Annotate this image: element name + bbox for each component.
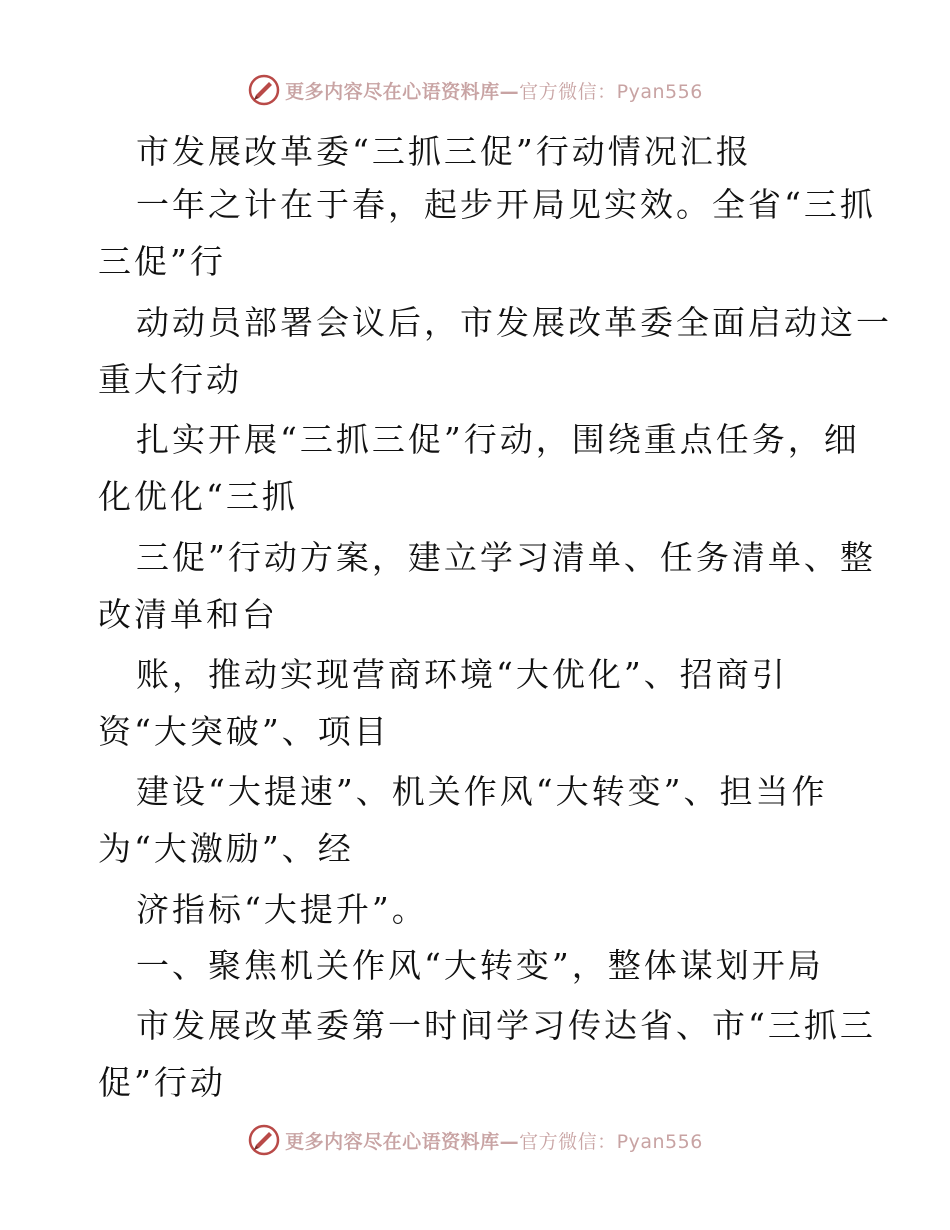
- paragraph-line: 三促”行动方案，建立学习清单、任务清单、整: [136, 538, 876, 577]
- watermark-site-text: 更多内容尽在心语资料库: [285, 80, 500, 103]
- paragraph-line: 扎实开展“三抓三促”行动，围绕重点任务，细: [136, 420, 860, 459]
- watermark-dash: —: [499, 1130, 520, 1153]
- watermark-banner-bottom: [0, 1120, 950, 1160]
- watermark-banner-top: [0, 70, 950, 110]
- paragraph-line: 账，推动实现营商环境“大优化”、招商引: [136, 655, 788, 694]
- pen-logo-icon: [247, 1123, 281, 1157]
- paragraph-line: 为“大激励”、经: [98, 829, 354, 868]
- paragraph-line: 改清单和台: [98, 595, 278, 634]
- paragraph-line: 建设“大提速”、机关作风“大转变”、担当作: [136, 772, 828, 811]
- watermark-wechat-text: 官方微信：Pyan556: [519, 1130, 703, 1153]
- paragraph-line: 动动员部署会议后，市发展改革委全面启动这一: [136, 303, 892, 342]
- paragraph-line: 市发展改革委第一时间学习传达省、市“三抓三: [136, 1006, 876, 1045]
- watermark-site-text: 更多内容尽在心语资料库: [285, 1130, 500, 1153]
- watermark-text: [285, 1127, 703, 1154]
- paragraph-line: 化优化“三抓: [98, 477, 298, 516]
- document-title: 市发展改革委“三抓三促”行动情况汇报: [136, 132, 752, 171]
- pen-logo-icon: [247, 73, 281, 107]
- watermark-wechat-text: 官方微信：Pyan556: [519, 80, 703, 103]
- paragraph-line: 济指标“大提升”。: [136, 890, 428, 929]
- paragraph-line: 重大行动: [98, 360, 242, 399]
- watermark-text: [285, 77, 703, 104]
- paragraph-line: 三促”行: [98, 242, 226, 281]
- paragraph-line: 资“大突破”、项目: [98, 712, 390, 751]
- section-heading: 一、聚焦机关作风“大转变”，整体谋划开局: [136, 946, 824, 985]
- paragraph-line: 促”行动: [98, 1063, 226, 1102]
- paragraph-line: 一年之计在于春，起步开局见实效。全省“三抓: [136, 185, 876, 224]
- watermark-dash: —: [499, 80, 520, 103]
